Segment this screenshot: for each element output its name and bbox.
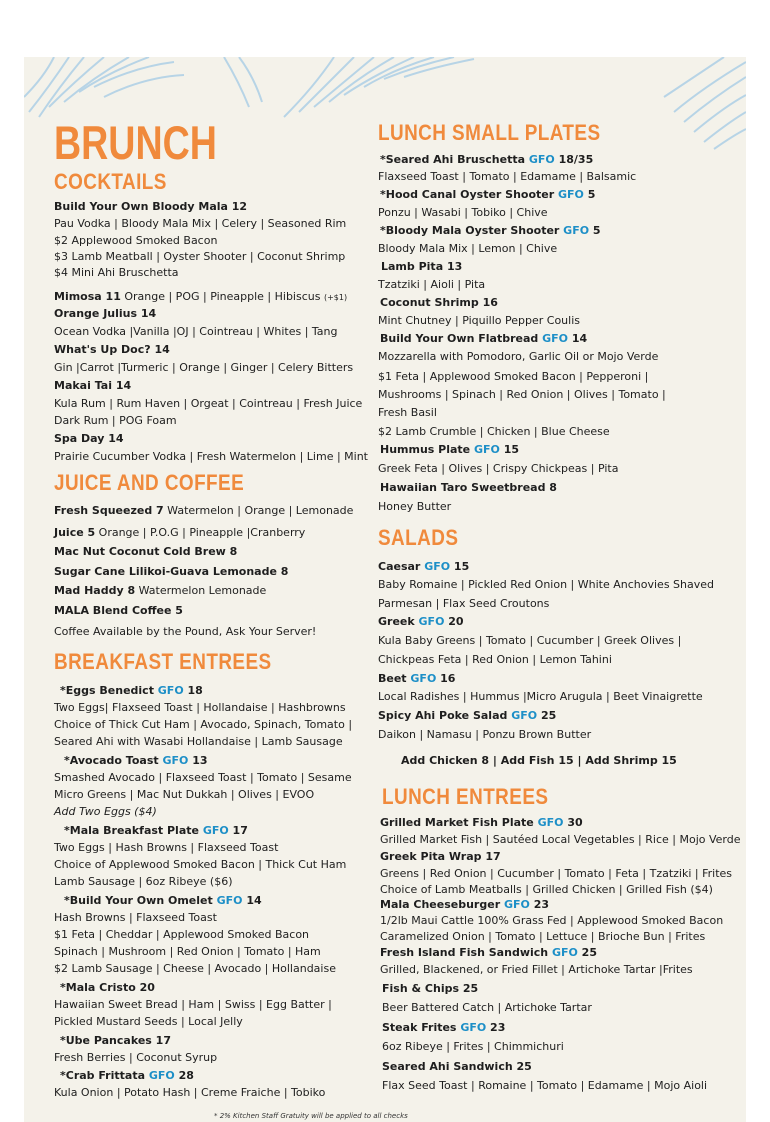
item-spa-day-name: Spa Day 14 xyxy=(54,432,124,445)
item-steak-frites-name: Steak Frites GFO 23 xyxy=(382,1021,506,1034)
item-steak-frites-desc: 6oz Ribeye | Frites | Chimmichuri xyxy=(382,1040,564,1053)
item-ahi-bruschetta-desc: Flaxseed Toast | Tomato | Edamame | Balsamic xyxy=(378,170,637,183)
item-flatbread-desc-5: $2 Lamb Crumble | Chicken | Blue Cheese xyxy=(378,425,610,438)
section-cocktails: COCKTAILS xyxy=(54,169,167,194)
item-whats-up-doc-name: What's Up Doc? 14 xyxy=(54,343,170,356)
item-spa-day-desc: Prairie Cucumber Vodka | Fresh Watermelon | Lime | Mint xyxy=(54,450,368,463)
item-pita-wrap-name: Greek Pita Wrap 17 xyxy=(380,850,501,863)
item-cheeseburger-desc-2: Caramelized Onion | Tomato | Lettuce | Brioche Bun | Frites xyxy=(380,930,706,943)
item-mala-breakfast-plate-name: *Mala Breakfast Plate GFO 17 xyxy=(64,824,248,837)
item-hood-canal-desc: Ponzu | Wasabi | Tobiko | Chive xyxy=(378,206,548,219)
item-orange-julius-desc: Ocean Vodka |Vanilla |OJ | Cointreau | Whites | Tang xyxy=(54,325,338,338)
item-ube-pancakes-desc: Fresh Berries | Coconut Syrup xyxy=(54,1051,218,1064)
item-omelet-desc-1: Hash Browns | Flaxseed Toast xyxy=(54,911,217,924)
item-mala-breakfast-plate-desc-1: Two Eggs | Hash Browns | Flaxseed Toast xyxy=(54,841,279,854)
item-fish-chips-name: Fish & Chips 25 xyxy=(382,982,479,995)
item-mala-breakfast-plate-desc-2: Choice of Applewood Smoked Bacon | Thick Cut Ham xyxy=(54,858,347,871)
gratuity-footnote: * 2% Kitchen Staff Gratuity will be applied to all checks xyxy=(214,1112,408,1120)
coffee-note: Coffee Available by the Pound, Ask Your Server! xyxy=(54,625,317,638)
item-beet-salad-name: Beet GFO 16 xyxy=(378,672,456,685)
item-flatbread-desc-4: Fresh Basil xyxy=(378,406,437,419)
item-pita-wrap-desc-2: Choice of Lamb Meatballs | Grilled Chicken | Grilled Fish ($4) xyxy=(380,883,713,896)
item-mac-nut-cold-brew: Mac Nut Coconut Cold Brew 8 xyxy=(54,545,238,558)
item-coconut-shrimp-desc: Mint Chutney | Piquillo Pepper Coulis xyxy=(378,314,580,327)
item-ahi-bruschetta-name: *Seared Ahi Bruschetta GFO 18/35 xyxy=(380,153,594,166)
item-hood-canal-name: *Hood Canal Oyster Shooter GFO 5 xyxy=(380,188,596,201)
item-caesar-desc-1: Baby Romaine | Pickled Red Onion | White Anchovies Shaved xyxy=(378,578,714,591)
section-breakfast-entrees: BREAKFAST ENTREES xyxy=(54,649,272,674)
item-taro-sweetbread-name: Hawaiian Taro Sweetbread 8 xyxy=(380,481,557,494)
item-bloody-mala-add-1: $2 Applewood Smoked Bacon xyxy=(54,234,218,247)
item-mala-breakfast-plate-desc-3: Lamb Sausage | 6oz Ribeye ($6) xyxy=(54,875,233,888)
item-eggs-benedict-name: *Eggs Benedict GFO 18 xyxy=(60,684,203,697)
item-fresh-squeezed: Fresh Squeezed 7 Watermelon | Orange | Lemonade xyxy=(54,504,354,517)
item-mala-cristo-name: *Mala Cristo 20 xyxy=(60,981,155,994)
item-hummus-plate-desc: Greek Feta | Olives | Crispy Chickpeas | Pita xyxy=(378,462,619,475)
item-mimosa: Mimosa 11 Orange | POG | Pineapple | Hibiscus (+$1) xyxy=(54,290,348,303)
item-avocado-toast-desc-1: Smashed Avocado | Flaxseed Toast | Tomato | Sesame xyxy=(54,771,352,784)
item-sugar-cane-lemonade: Sugar Cane Lilikoi-Guava Lemonade 8 xyxy=(54,565,289,578)
item-eggs-benedict-desc-1: Two Eggs| Flaxseed Toast | Hollandaise | Hashbrowns xyxy=(54,701,346,714)
item-fish-sandwich-desc: Grilled, Blackened, or Fried Fillet | Artichoke Tartar |Frites xyxy=(380,963,693,976)
item-poke-salad-desc: Daikon | Namasu | Ponzu Brown Butter xyxy=(378,728,592,741)
item-taro-sweetbread-desc: Honey Butter xyxy=(378,500,452,513)
item-flatbread-desc-1: Mozzarella with Pomodoro, Garlic Oil or Mojo Verde xyxy=(378,350,659,363)
salad-add-ons: Add Chicken 8 | Add Fish 15 | Add Shrimp 15 xyxy=(401,754,677,767)
item-whats-up-doc-desc: Gin |Carrot |Turmeric | Orange | Ginger | Celery Bitters xyxy=(54,361,354,374)
item-caesar-name: Caesar GFO 15 xyxy=(378,560,470,573)
item-greek-salad-desc-2: Chickpeas Feta | Red Onion | Lemon Tahini xyxy=(378,653,612,666)
menu-page xyxy=(24,57,746,1122)
item-bloody-mala-add-3: $4 Mini Ahi Bruschetta xyxy=(54,266,179,279)
section-lunch-entrees: LUNCH ENTREES xyxy=(382,784,549,809)
item-beet-salad-desc: Local Radishes | Hummus |Micro Arugula | Beet Vinaigrette xyxy=(378,690,703,703)
section-salads: SALADS xyxy=(378,525,459,550)
section-lunch-small-plates: LUNCH SMALL PLATES xyxy=(378,120,601,145)
item-avocado-toast-name: *Avocado Toast GFO 13 xyxy=(64,754,208,767)
item-flatbread-desc-2: $1 Feta | Applewood Smoked Bacon | Pepperoni | xyxy=(378,370,649,383)
menu-title: BRUNCH xyxy=(54,116,217,169)
item-coconut-shrimp-name: Coconut Shrimp 16 xyxy=(380,296,498,309)
item-bloody-oyster-name: *Bloody Mala Oyster Shooter GFO 5 xyxy=(380,224,601,237)
item-flatbread-desc-3: Mushrooms | Spinach | Red Onion | Olives | Tomato | xyxy=(378,388,666,401)
item-hummus-plate-name: Hummus Plate GFO 15 xyxy=(380,443,520,456)
item-mala-cristo-desc-1: Hawaiian Sweet Bread | Ham | Swiss | Egg Batter | xyxy=(54,998,332,1011)
item-omelet-desc-4: $2 Lamb Sausage | Cheese | Avocado | Hollandaise xyxy=(54,962,336,975)
item-seared-ahi-sandwich-desc: Flax Seed Toast | Romaine | Tomato | Edamame | Mojo Aioli xyxy=(382,1079,708,1092)
item-fish-sandwich-name: Fresh Island Fish Sandwich GFO 25 xyxy=(380,946,597,959)
item-greek-salad-name: Greek GFO 20 xyxy=(378,615,464,628)
item-cheeseburger-desc-1: 1/2lb Maui Cattle 100% Grass Fed | Applewood Smoked Bacon xyxy=(380,914,724,927)
item-bloody-mala-name: Build Your Own Bloody Mala 12 xyxy=(54,200,248,213)
item-seared-ahi-sandwich-name: Seared Ahi Sandwich 25 xyxy=(382,1060,532,1073)
item-makai-tai-name: Makai Tai 14 xyxy=(54,379,132,392)
item-omelet-desc-2: $1 Feta | Cheddar | Applewood Smoked Bacon xyxy=(54,928,310,941)
item-greek-salad-desc-1: Kula Baby Greens | Tomato | Cucumber | Greek Olives | xyxy=(378,634,682,647)
item-caesar-desc-2: Parmesan | Flax Seed Croutons xyxy=(378,597,550,610)
item-avocado-toast-desc-2: Micro Greens | Mac Nut Dukkah | Olives | EVOO xyxy=(54,788,315,801)
item-eggs-benedict-desc-2: Choice of Thick Cut Ham | Avocado, Spinach, Tomato | xyxy=(54,718,353,731)
section-juice-coffee: JUICE AND COFFEE xyxy=(54,470,245,495)
item-crab-frittata-name: *Crab Frittata GFO 28 xyxy=(60,1069,194,1082)
item-orange-julius-name: Orange Julius 14 xyxy=(54,307,157,320)
item-pita-wrap-desc-1: Greens | Red Onion | Cucumber | Tomato | Feta | Tzatziki | Frites xyxy=(380,867,733,880)
item-flatbread-name: Build Your Own Flatbread GFO 14 xyxy=(380,332,588,345)
item-mala-blend-coffee: MALA Blend Coffee 5 xyxy=(54,604,183,617)
item-avocado-toast-add: Add Two Eggs ($4) xyxy=(54,805,157,818)
item-fish-plate-name: Grilled Market Fish Plate GFO 30 xyxy=(380,816,583,829)
item-eggs-benedict-desc-3: Seared Ahi with Wasabi Hollandaise | Lamb Sausage xyxy=(54,735,343,748)
item-lamb-pita-name: Lamb Pita 13 xyxy=(381,260,463,273)
item-poke-salad-name: Spicy Ahi Poke Salad GFO 25 xyxy=(378,709,557,722)
item-mad-haddy: Mad Haddy 8 Watermelon Lemonade xyxy=(54,584,267,597)
item-omelet-name: *Build Your Own Omelet GFO 14 xyxy=(64,894,262,907)
item-fish-chips-desc: Beer Battered Catch | Artichoke Tartar xyxy=(382,1001,592,1014)
item-bloody-mala-desc: Pau Vodka | Bloody Mala Mix | Celery | Seasoned Rim xyxy=(54,217,347,230)
item-ube-pancakes-name: *Ube Pancakes 17 xyxy=(60,1034,171,1047)
item-bloody-mala-add-2: $3 Lamb Meatball | Oyster Shooter | Coconut Shrimp xyxy=(54,250,346,263)
item-omelet-desc-3: Spinach | Mushroom | Red Onion | Tomato | Ham xyxy=(54,945,321,958)
item-mala-cristo-desc-2: Pickled Mustard Seeds | Local Jelly xyxy=(54,1015,243,1028)
item-crab-frittata-desc: Kula Onion | Potato Hash | Creme Fraiche | Tobiko xyxy=(54,1086,326,1099)
item-juice: Juice 5 Orange | P.O.G | Pineapple |Cranberry xyxy=(54,526,306,539)
item-lamb-pita-desc: Tzatziki | Aioli | Pita xyxy=(378,278,486,291)
item-cheeseburger-name: Mala Cheeseburger GFO 23 xyxy=(380,898,549,911)
item-makai-tai-desc-1: Kula Rum | Rum Haven | Orgeat | Cointreau | Fresh Juice xyxy=(54,397,363,410)
item-fish-plate-desc: Grilled Market Fish | Sautéed Local Vegetables | Rice | Mojo Verde xyxy=(380,833,741,846)
item-makai-tai-desc-2: Dark Rum | POG Foam xyxy=(54,414,177,427)
item-bloody-oyster-desc: Bloody Mala Mix | Lemon | Chive xyxy=(378,242,558,255)
